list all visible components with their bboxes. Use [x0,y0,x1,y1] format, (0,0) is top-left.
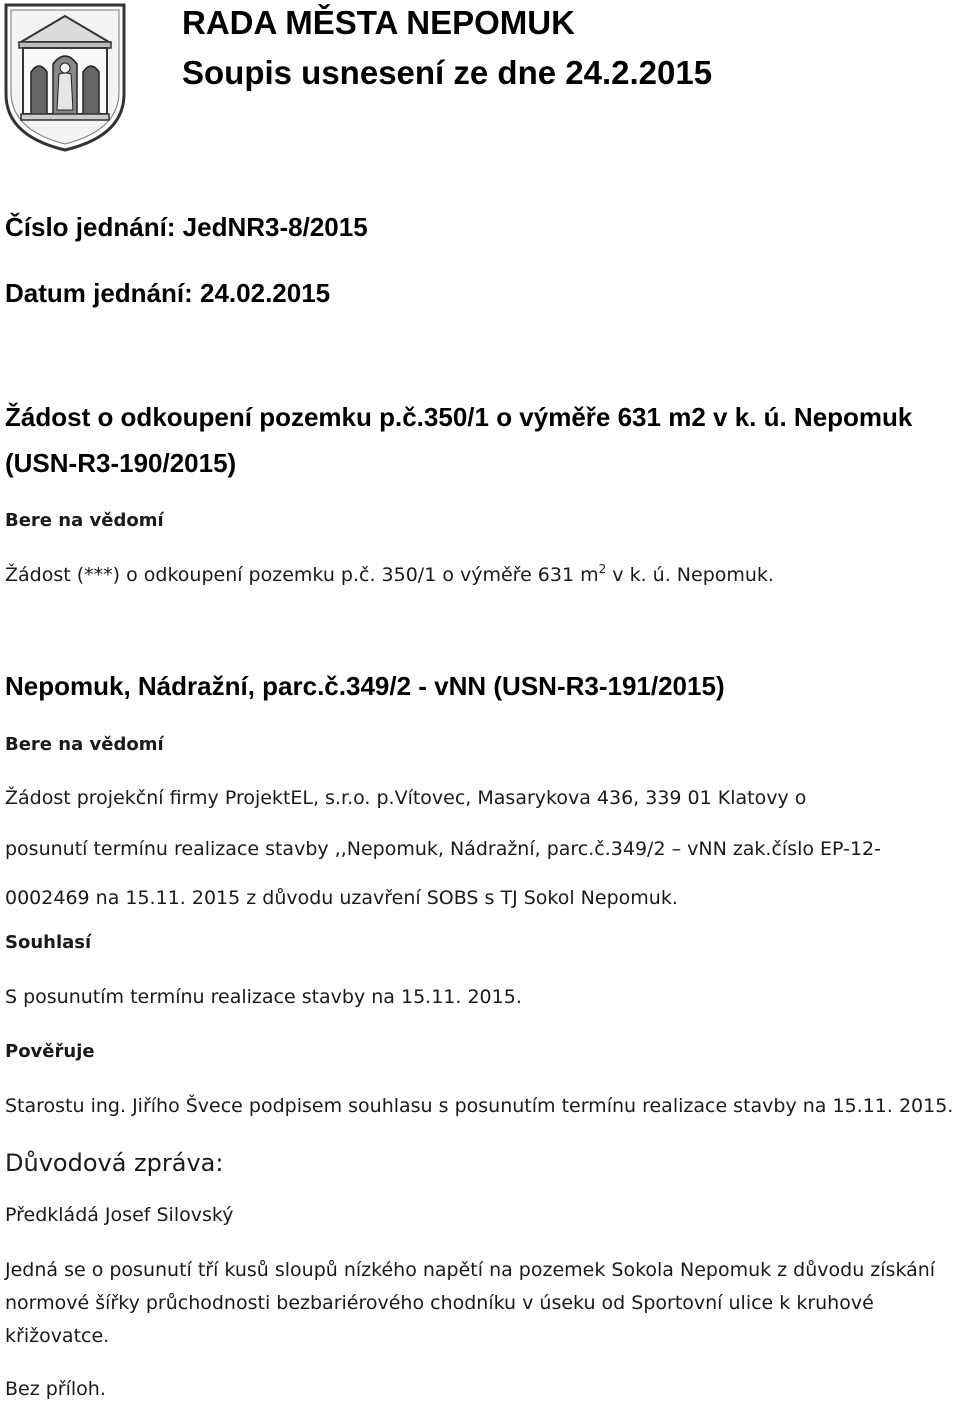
resolution-2-text-line: 0002469 na 15.11. 2015 z důvodu uzavření SOBS s TJ Sokol Nepomuk. [5,887,678,909]
resolution-2-authorizes-label: Pověřuje [5,1041,95,1062]
resolution-1-code: (USN-R3-190/2015) [5,448,237,478]
document-subtitle: Soupis usnesení ze dne 24.2.2015 [182,54,713,91]
resolution-2-text-line: Žádost projekční firmy ProjektEL, s.r.o. p.Vítovec, Masarykova 436, 339 01 Klatovy o [5,787,807,809]
reason-text-line: křižovatce. [5,1325,110,1347]
resolution-2-text-line: posunutí termínu realizace stavby ,,Nepomuk, Nádražní, parc.č.349/2 – vNN zak.číslo EP-12- [5,838,881,860]
resolution-2-title: Nepomuk, Nádražní, parc.č.349/2 - vNN (USN-R3-191/2015) [5,671,725,701]
resolution-2-agrees-text: S posunutím termínu realizace stavby na 15.11. 2015. [5,986,522,1008]
resolution-2-decision-label: Bere na vědomí [5,734,164,755]
reason-text-line: normové šířky průchodnosti bezbariérového chodníku v úseku od Sportovní ulice k kruhové [5,1292,874,1314]
city-coat-of-arms-icon [3,2,127,152]
resolution-2-agrees-label: Souhlasí [5,932,92,953]
resolution-1-decision-label: Bere na vědomí [5,510,164,531]
resolution-2-authorizes-text: Starostu ing. Jiřího Švece podpisem souhlasu s posunutím termínu realizace stavby na 15.11. 2015. [5,1095,954,1117]
meeting-date: Datum jednání: 24.02.2015 [5,278,331,308]
meeting-number: Číslo jednání: JedNR3-8/2015 [5,212,368,242]
reason-submitter: Předkládá Josef Silovský [5,1204,234,1226]
resolution-1-text: Žádost (***) o odkoupení pozemku p.č. 350/1 o výměře 631 $m^2$ v k. ú. Nepomuk. [5,562,774,586]
reason-heading: Důvodová zpráva: [5,1149,224,1177]
reason-text-line: Jedná se o posunutí tří kusů sloupů nízkého napětí na pozemek Sokola Nepomuk z důvodu získání [5,1259,936,1281]
attachments-note: Bez příloh. [5,1378,106,1400]
document-title: RADA MĚSTA NEPOMUK [182,4,575,41]
resolution-1-title: Žádost o odkoupení pozemku p.č.350/1 o výměře 631 m2 v k. ú. Nepomuk [5,402,913,432]
